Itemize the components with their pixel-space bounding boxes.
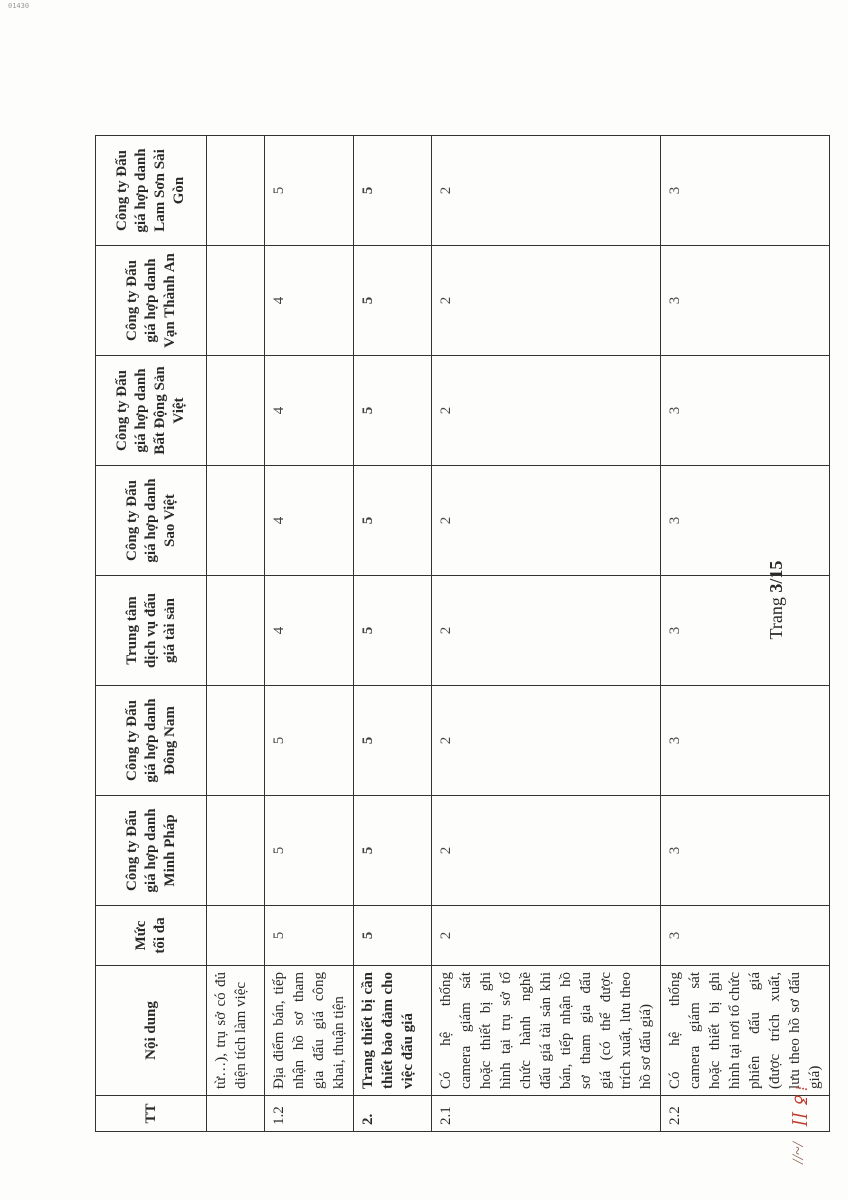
header-company-3: Trung tâm dịch vụ đấu giá tài sản xyxy=(96,576,207,686)
score-cell xyxy=(207,356,265,466)
score-cell xyxy=(207,686,265,796)
header-company-2: Công ty Đấu giá hợp danh Đông Nam xyxy=(96,686,207,796)
row-content: Địa điểm bán, tiếp nhận hồ sơ tham gia đấu giá công khai, thuận tiện xyxy=(265,966,354,1096)
table-row xyxy=(432,136,661,1132)
score-cell: 5 xyxy=(265,136,354,246)
row-max xyxy=(207,906,265,966)
score-cell: 5 xyxy=(354,466,432,576)
score-cell: 5 xyxy=(354,356,432,466)
score-cell: 2 xyxy=(432,686,661,796)
header-tt: TT xyxy=(96,1096,207,1132)
score-cell xyxy=(207,576,265,686)
score-cell: 2 xyxy=(432,796,661,906)
row-max: 5 xyxy=(354,906,432,966)
score-cell: 2 xyxy=(432,246,661,356)
page-number xyxy=(766,0,787,1200)
score-cell: 5 xyxy=(354,796,432,906)
table-row xyxy=(207,136,265,1132)
score-cell xyxy=(207,246,265,356)
handwritten-initial-red: ꟾꟾ ꝿ ⁞ xyxy=(794,1084,811,1126)
score-cell: 4 xyxy=(265,466,354,576)
score-cell: 3 xyxy=(661,796,830,906)
header-company-4: Công ty Đấu giá hợp danh Sao Việt xyxy=(96,466,207,576)
header-company-5: Công ty Đấu giá hợp danh Bất Động Sản Việt xyxy=(96,356,207,466)
table-row xyxy=(265,136,354,1132)
row-tt: 2. xyxy=(354,1096,432,1132)
score-cell: 5 xyxy=(265,686,354,796)
score-cell: 5 xyxy=(265,796,354,906)
score-cell xyxy=(207,796,265,906)
handwritten-initial-left: //~/ xyxy=(790,1142,807,1164)
score-cell: 3 xyxy=(661,686,830,796)
score-cell: 3 xyxy=(661,246,830,356)
score-cell xyxy=(207,136,265,246)
score-cell: 2 xyxy=(432,466,661,576)
row-content: từ…), trụ sở có đủ diện tích làm việc xyxy=(207,966,265,1096)
score-cell xyxy=(207,466,265,576)
score-cell: 2 xyxy=(432,576,661,686)
row-max: 2 xyxy=(432,906,661,966)
score-cell: 2 xyxy=(432,356,661,466)
score-cell: 5 xyxy=(354,136,432,246)
score-cell: 3 xyxy=(661,576,830,686)
row-tt: 2.1 xyxy=(432,1096,661,1132)
header-company-1: Công ty Đấu giá hợp danh Minh Pháp xyxy=(96,796,207,906)
score-cell: 4 xyxy=(265,576,354,686)
header-row xyxy=(96,136,207,1132)
row-content: Có hệ thống camera giám sát hoặc thiết bị ghi hình tại nơi tổ chức phiên đấu giá (được trích xuất, lưu theo hồ sơ đấu giá) xyxy=(661,966,830,1096)
score-cell: 4 xyxy=(265,356,354,466)
page-prefix: Trang xyxy=(766,592,786,640)
row-tt: 2.2 xyxy=(661,1096,830,1132)
row-max: 5 xyxy=(265,906,354,966)
row-tt xyxy=(207,1096,265,1132)
score-cell: 3 xyxy=(661,136,830,246)
table-row xyxy=(661,136,830,1132)
header-max-score: Mức tối đa xyxy=(96,906,207,966)
header-company-6: Công ty Đấu giá hợp danh Vạn Thành An xyxy=(96,246,207,356)
score-cell: 5 xyxy=(354,686,432,796)
header-company-7: Công ty Đấu giá hợp danh Lam Sơn Sài Gòn xyxy=(96,136,207,246)
row-content: Có hệ thống camera giám sát hoặc thiết bị ghi hình tại trụ sở tổ chức hành nghề đấu giá tài sản khi bán, tiếp nhận hồ sơ tham gia đấu giá (có thể được trích xuất, lưu theo hồ sơ đấu giá) xyxy=(432,966,661,1096)
row-max: 3 xyxy=(661,906,830,966)
score-cell: 4 xyxy=(265,246,354,356)
score-cell: 3 xyxy=(661,356,830,466)
page-value: 3/15 xyxy=(766,560,786,593)
row-content: Trang thiết bị cần thiết bảo đảm cho việc đấu giá xyxy=(354,966,432,1096)
score-cell: 2 xyxy=(432,136,661,246)
scan-stamp-number: 01430 xyxy=(8,2,30,10)
score-cell: 3 xyxy=(661,466,830,576)
evaluation-table xyxy=(95,135,830,1132)
row-tt: 1.2 xyxy=(265,1096,354,1132)
header-content: Nội dung xyxy=(96,966,207,1096)
score-cell: 5 xyxy=(354,576,432,686)
score-cell: 5 xyxy=(354,246,432,356)
table-row xyxy=(354,136,432,1132)
